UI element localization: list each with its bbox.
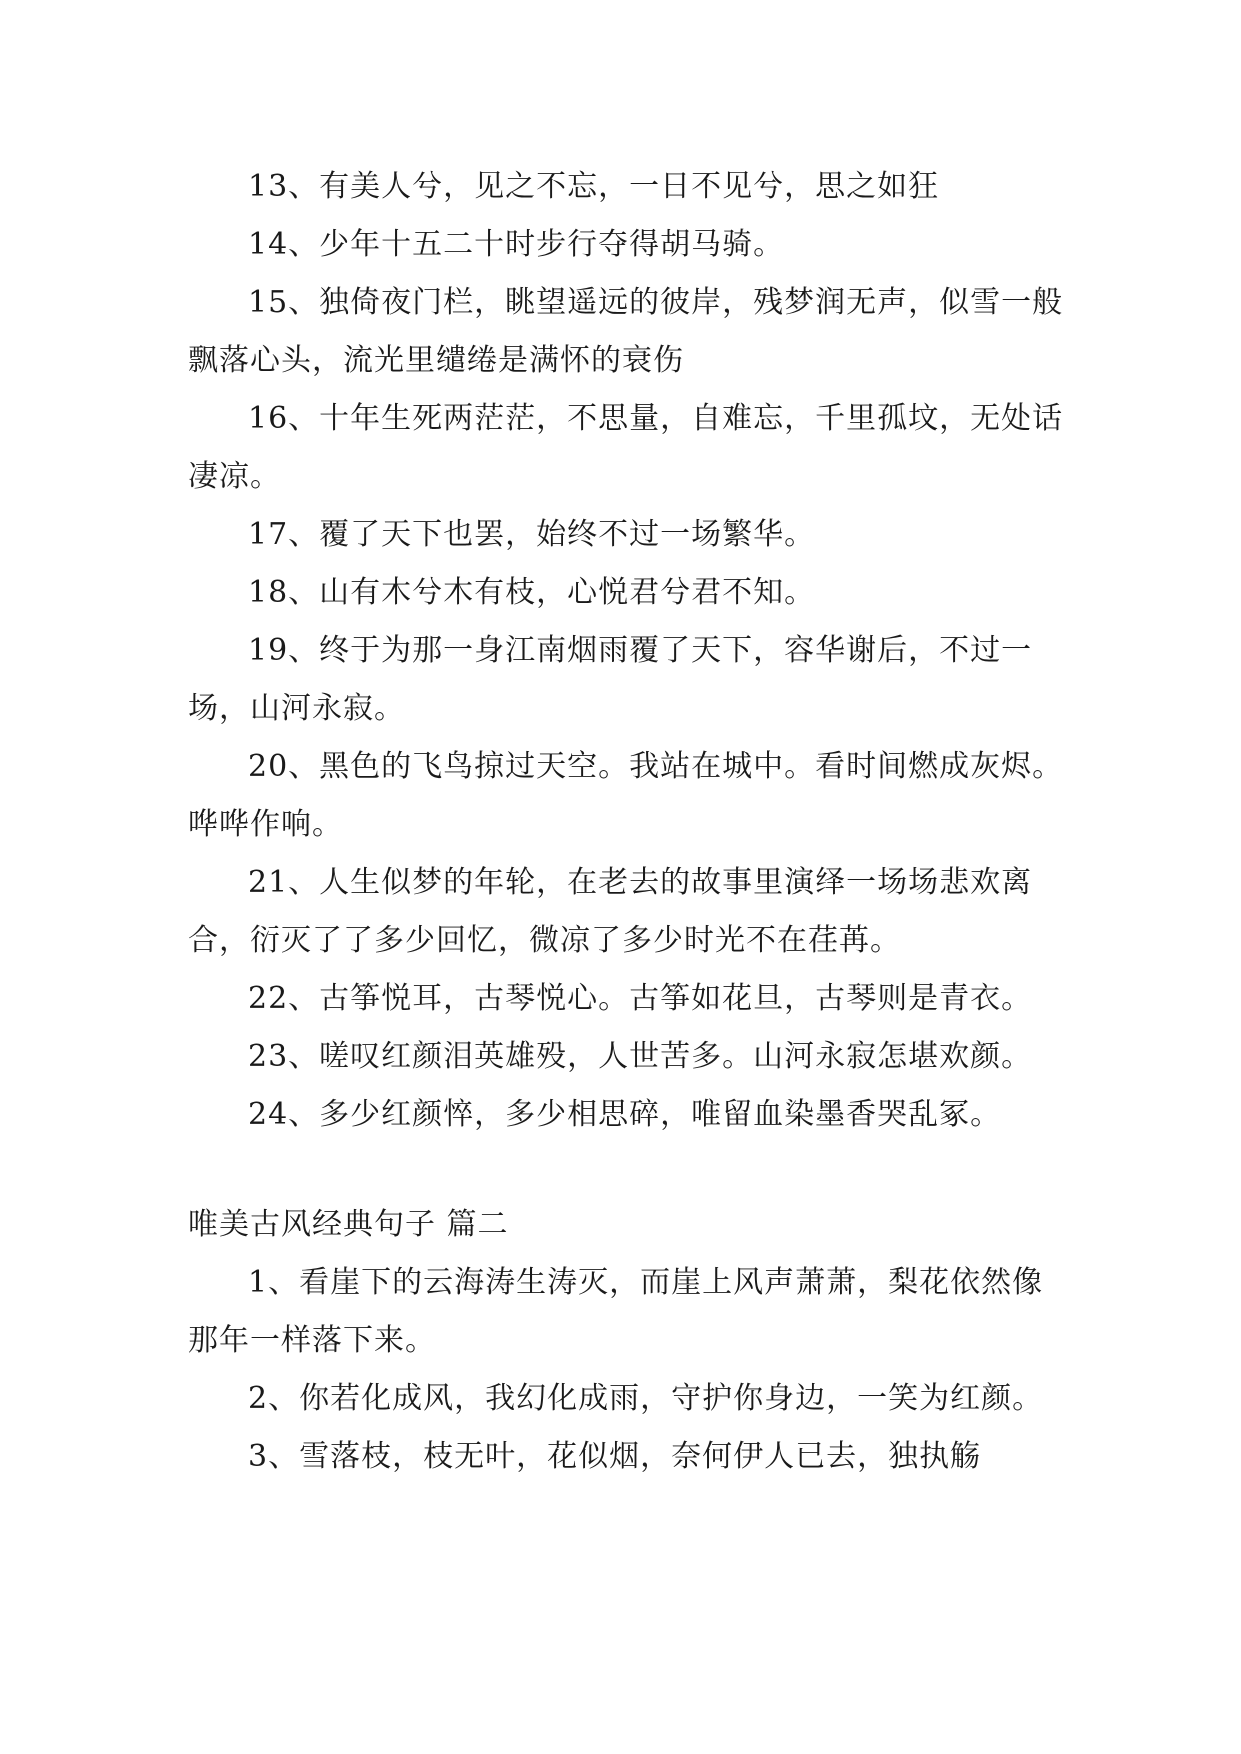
sentence-24: 24、多少红颜悴，多少相思碎，唯留血染墨香哭乱冢。	[248, 1097, 1002, 1132]
sentence-part2-3: 3、雪落枝，枝无叶，花似烟，奈何伊人已去，独执觞	[248, 1439, 982, 1474]
sentence-part2-2: 2、你若化成风，我幻化成雨，守护你身边，一笑为红颜。	[248, 1381, 1044, 1416]
section-heading: 唯美古风经典句子 篇二	[188, 1207, 509, 1242]
sentence-23: 23、嗟叹红颜泪英雄殁，人世苦多。山河永寂怎堪欢颜。	[248, 1039, 1033, 1074]
sentence-20: 20、黑色的飞鸟掠过天空。我站在城中。看时间燃成灰烬。哗哗作响。	[188, 749, 1064, 842]
sentence-16: 16、十年生死两茫茫，不思量，自难忘，千里孤坟，无处话凄凉。	[188, 401, 1064, 494]
sentence-17: 17、覆了天下也罢，始终不过一场繁华。	[248, 517, 816, 552]
sentence-18: 18、山有木兮木有枝，心悦君兮君不知。	[248, 575, 816, 610]
sentence-21: 21、人生似梦的年轮，在老去的故事里演绎一场场悲欢离合，衍灭了了多少回忆，微凉了多少时光不在荏苒。	[188, 865, 1033, 958]
sentence-15: 15、独倚夜门栏，眺望遥远的彼岸，残梦润无声，似雪一般飘落心头，流光里缱绻是满怀的衰伤	[188, 285, 1064, 378]
sentence-13: 13、有美人兮，见之不忘，一日不见兮，思之如狂	[248, 169, 940, 204]
sentence-14: 14、少年十五二十时步行夺得胡马骑。	[248, 227, 785, 262]
sentence-19: 19、终于为那一身江南烟雨覆了天下，容华谢后，不过一场，山河永寂。	[188, 633, 1033, 726]
sentence-part2-1: 1、看崖下的云海涛生涛灭，而崖上风声萧萧，梨花依然像那年一样落下来。	[188, 1265, 1044, 1358]
sentence-22: 22、古筝悦耳，古琴悦心。古筝如花旦，古琴则是青衣。	[248, 981, 1033, 1016]
document-body	[188, 158, 1068, 1486]
